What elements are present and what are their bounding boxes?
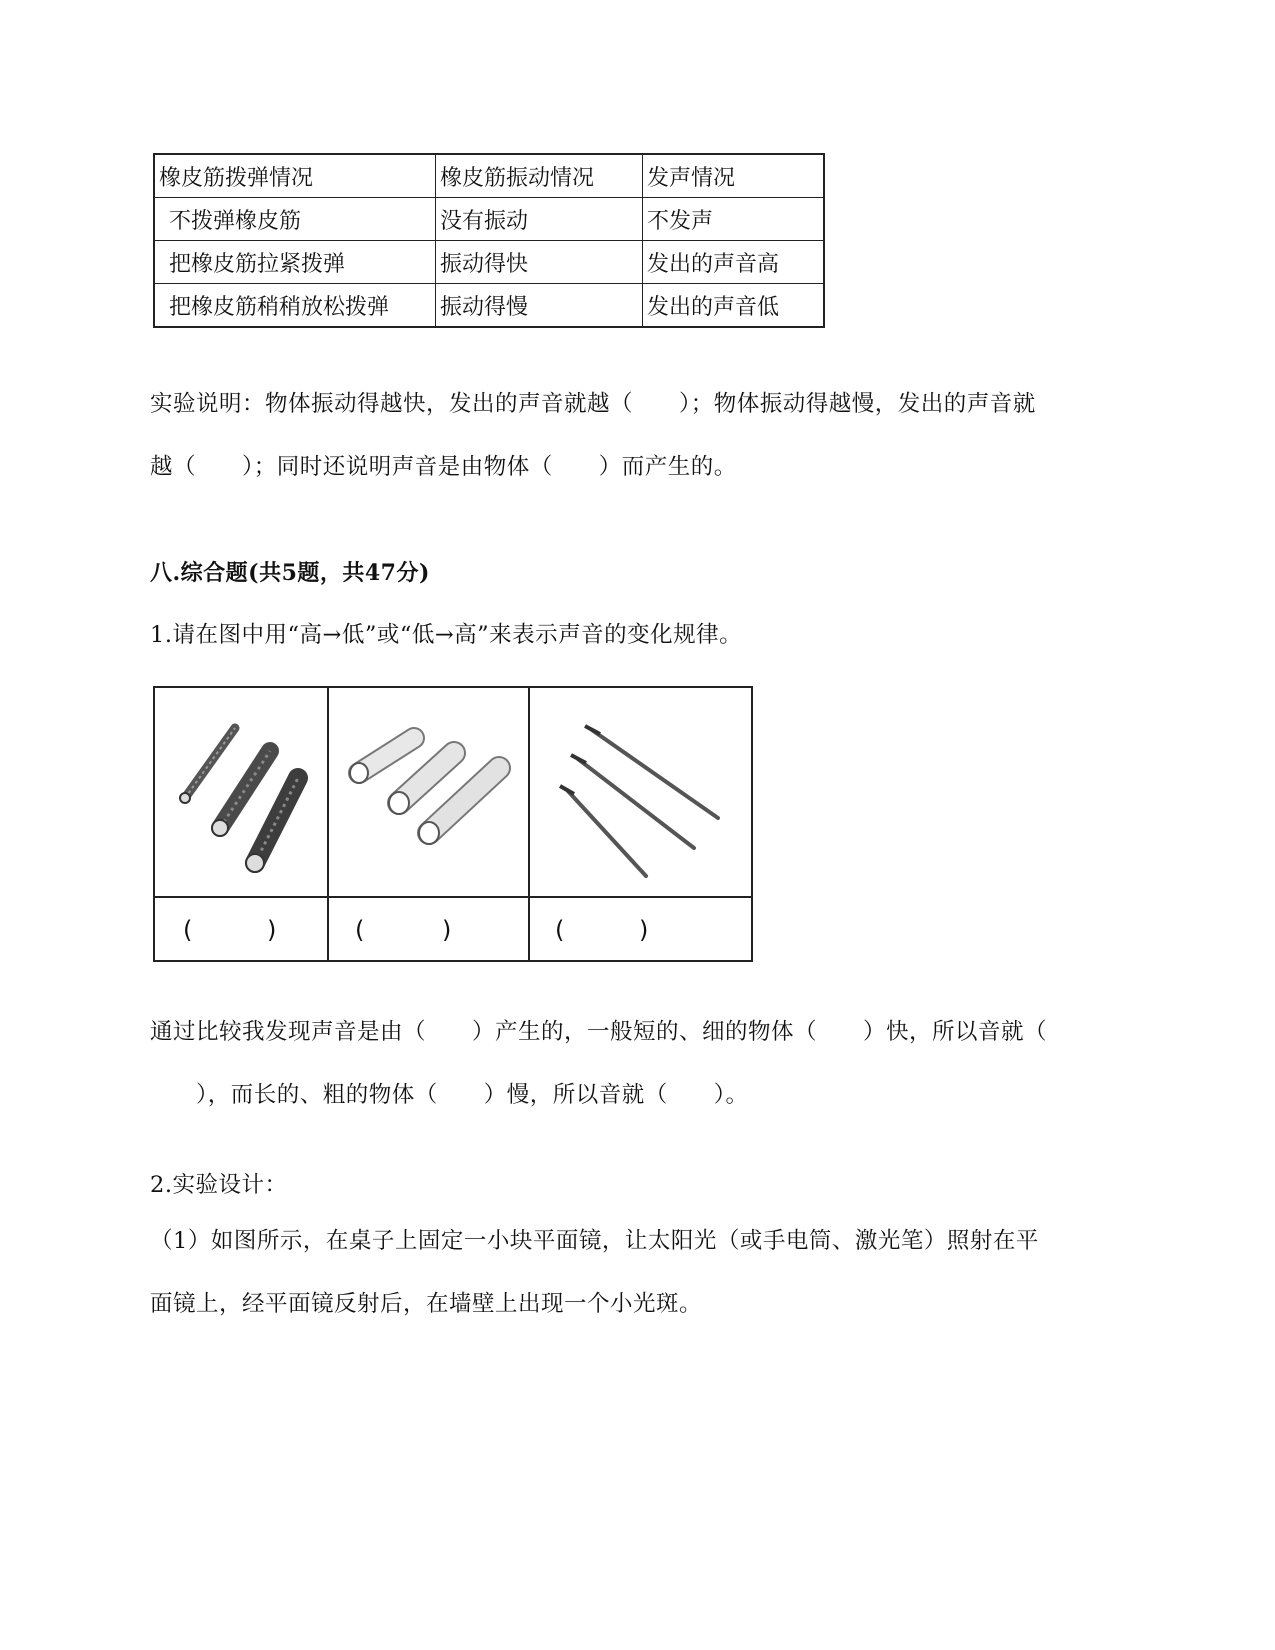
white-tubes-cell — [329, 688, 530, 896]
question-1-line-2: ），而长的、粗的物体（ ）慢，所以音就（ ）。 — [150, 1082, 749, 1108]
nails-cell — [530, 688, 751, 896]
table-row — [154, 284, 824, 328]
dark-tubes-image — [155, 688, 327, 894]
explanation-line-2: 越（ ）；同时还说明声音是由物体（ ）而产生的。 — [150, 454, 737, 480]
table-cell: 发出的声音高 — [643, 241, 825, 284]
table-cell: 不发声 — [643, 198, 825, 241]
table-header-row — [154, 154, 824, 198]
question-2-prompt: 2.实验设计： — [150, 1172, 288, 1198]
nails-image — [530, 688, 751, 894]
picture-table — [153, 686, 753, 962]
section-heading: 八.综合题(共5题，共47分) — [150, 560, 430, 586]
table-header-cell: 橡皮筋振动情况 — [436, 154, 643, 198]
question-2-line-2: 面镜上，经平面镜反射后，在墙壁上出现一个小光斑。 — [150, 1291, 703, 1317]
table-cell: 不拨弹橡皮筋 — [154, 198, 436, 241]
open-paren: ( — [183, 916, 193, 944]
open-paren: ( — [355, 916, 365, 944]
table-cell: 发出的声音低 — [643, 284, 825, 328]
open-paren: ( — [555, 916, 565, 944]
white-tubes-image — [329, 688, 528, 894]
table-cell: 振动得快 — [436, 241, 643, 284]
question-1-prompt: 1.请在图中用“高→低”或“低→高”来表示声音的变化规律。 — [150, 622, 743, 648]
table-cell: 没有振动 — [436, 198, 643, 241]
table-cell: 把橡皮筋稍稍放松拨弹 — [154, 284, 436, 328]
table-row — [154, 198, 824, 241]
explanation-line-1: 实验说明：物体振动得越快，发出的声音就越（ ）；物体振动得越慢，发出的声音就 — [150, 391, 1036, 417]
close-paren: ) — [267, 916, 277, 944]
answer-cell[interactable] — [530, 896, 751, 962]
answer-cell[interactable] — [329, 896, 530, 962]
table-header-cell: 橡皮筋拨弹情况 — [154, 154, 436, 198]
table-row — [154, 241, 824, 284]
close-paren: ) — [442, 916, 452, 944]
close-paren: ) — [639, 916, 649, 944]
table-header-cell: 发声情况 — [643, 154, 825, 198]
table-cell: 振动得慢 — [436, 284, 643, 328]
experiment-table — [153, 153, 825, 328]
question-1-line-1: 通过比较我发现声音是由（ ）产生的，一般短的、细的物体（ ）快，所以音就（ — [150, 1019, 1048, 1045]
question-2-line-1: （1）如图所示，在桌子上固定一小块平面镜，让太阳光（或手电筒、激光笔）照射在平 — [150, 1228, 1039, 1254]
thick-tubes-cell — [155, 688, 329, 896]
answer-cell[interactable] — [155, 896, 329, 962]
table-cell: 把橡皮筋拉紧拨弹 — [154, 241, 436, 284]
